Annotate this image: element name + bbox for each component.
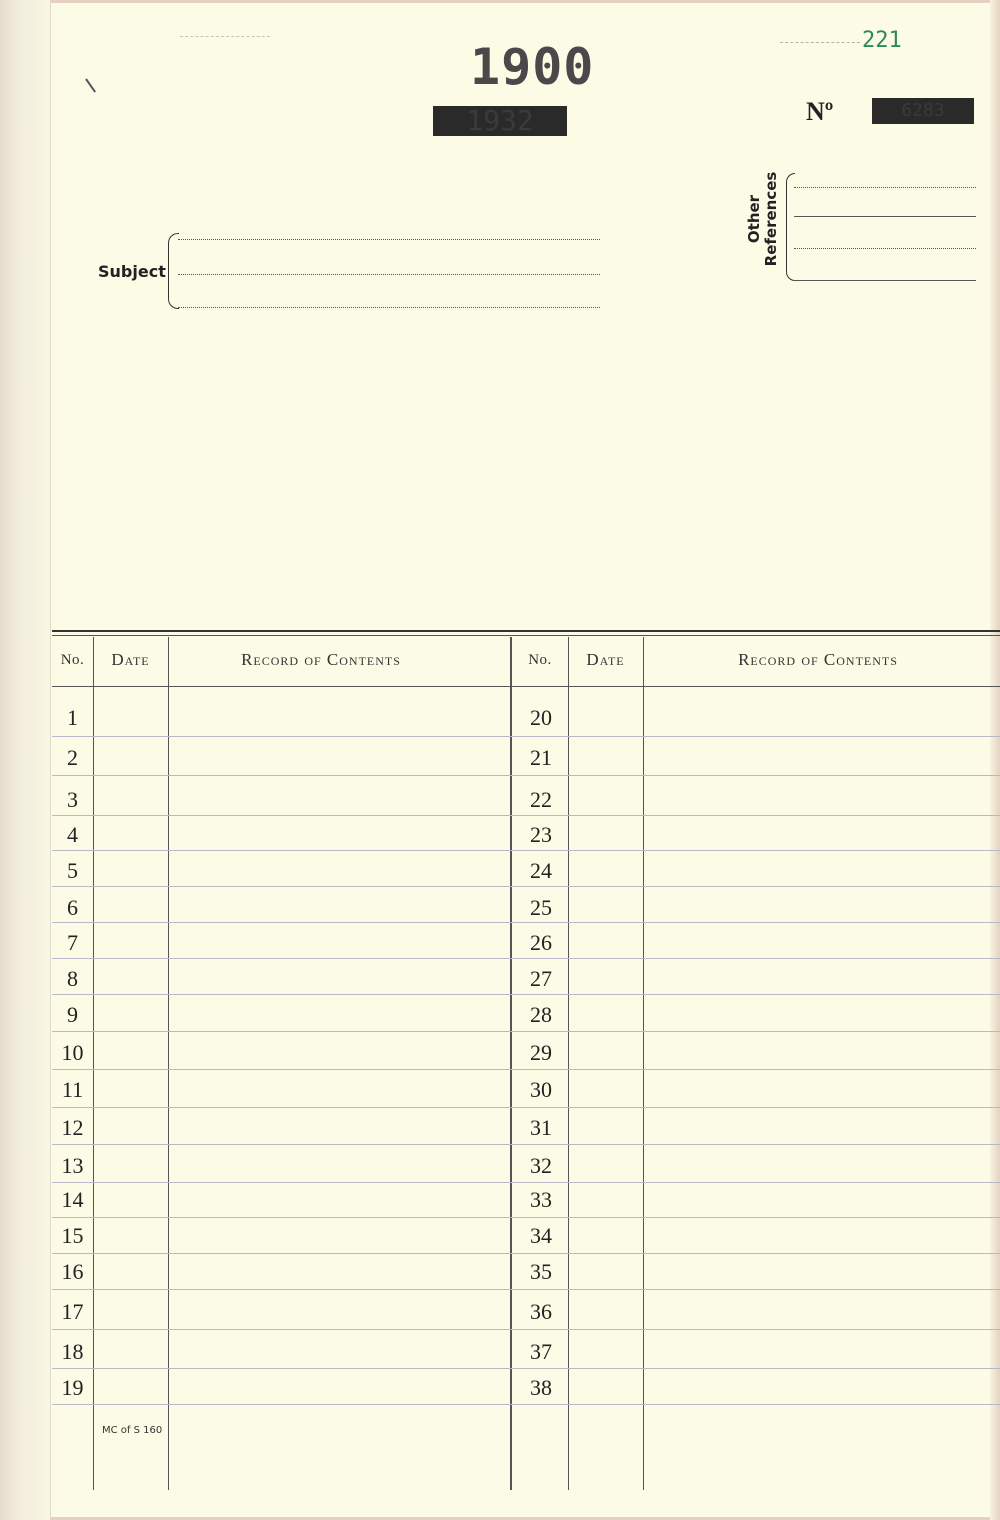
row-rule [52,850,1000,851]
right-no-header: No. [528,652,552,668]
row-rule [52,1217,1000,1218]
row-number-right: 35 [530,1259,552,1284]
row-rule [52,958,1000,959]
row-rule [52,815,1000,816]
table-top-rule-2 [52,635,1000,636]
row-number-left: 2 [67,745,78,770]
row-rule [52,736,1000,737]
row-number-left: 14 [61,1187,84,1212]
column-divider [93,637,94,1490]
row-number-right: 28 [530,1002,552,1027]
subject-label: Subject [98,262,166,281]
row-rule [52,1329,1000,1330]
row-rule [52,1144,1000,1145]
references-bracket [786,173,795,281]
row-number-right: 30 [530,1077,552,1102]
row-number-left: 7 [67,930,78,955]
row-number-right: 23 [530,822,552,847]
row-number-right: 27 [530,966,552,991]
left-contents-header: Record of Contents [241,650,401,669]
reference-line-2[interactable] [794,216,976,217]
row-number-left: 5 [67,858,78,883]
row-rule [52,1107,1000,1108]
row-number-left: 13 [61,1153,84,1178]
row-number-right: 36 [530,1299,552,1324]
row-number-left: 19 [61,1375,84,1400]
column-divider [643,637,644,1490]
reference-line-1[interactable] [794,187,976,188]
row-number-right: 24 [530,858,552,883]
right-date-header: Date [586,650,625,669]
table-top-rule [52,630,1000,632]
binding-strip [0,0,51,1520]
row-number-right: 29 [530,1040,552,1065]
row-number-right: 20 [530,705,552,730]
row-number-right: 21 [530,745,552,770]
number-label: Nº [806,97,834,126]
row-rule [52,1253,1000,1254]
row-rule [52,1069,1000,1070]
right-contents-header: Record of Contents [738,650,898,669]
row-rule [52,886,1000,887]
header-bottom-rule [52,686,1000,687]
row-rule [52,1031,1000,1032]
row-rule [52,775,1000,776]
row-number-left: 4 [67,822,78,847]
row-number-left: 17 [61,1299,84,1324]
year-stamp: 1900 [470,38,595,96]
subject-line-1[interactable] [178,239,600,240]
corner-number: 221 [862,28,902,53]
other-references-line-2: References [762,171,780,267]
subject-line-3[interactable] [178,307,600,308]
row-number-right: 32 [530,1153,552,1178]
row-number-left: 15 [61,1223,84,1248]
row-number-left: 12 [61,1115,84,1140]
reference-line-4[interactable] [794,280,976,281]
form-code: MC of S 160 [102,1425,163,1436]
pencil-tick-mark [85,78,96,92]
row-number-left: 8 [67,966,78,991]
row-number-right: 33 [530,1187,552,1212]
column-divider [168,637,169,1490]
row-rule [52,1404,1000,1405]
row-number-right: 31 [530,1115,552,1140]
row-number-right: 26 [530,930,552,955]
subject-line-2[interactable] [178,274,600,275]
row-number-right: 37 [530,1339,552,1364]
row-rule [52,1182,1000,1183]
row-rule [52,994,1000,995]
row-rule [52,1368,1000,1369]
row-number-right: 34 [530,1223,552,1248]
row-number-left: 10 [61,1040,84,1065]
corner-dash [780,42,860,43]
row-number-left: 11 [61,1077,84,1102]
row-number-right: 38 [530,1375,552,1400]
row-number-left: 6 [67,895,78,920]
row-number-right: 25 [530,895,552,920]
redacted-number: 6283 [872,98,974,124]
reference-line-3[interactable] [794,248,976,249]
page-edge [990,0,1000,1520]
left-no-header: No. [60,652,85,668]
row-number-right: 22 [530,787,552,812]
other-references-line-1: Other [745,194,763,244]
row-rule [52,922,1000,923]
row-number-left: 1 [67,705,78,730]
redacted-year: 1932 [433,106,567,136]
row-number-left: 3 [67,787,78,812]
subject-bracket [168,233,179,309]
row-number-left: 18 [61,1339,84,1364]
faint-mark [180,36,270,37]
other-references-label [746,164,780,274]
row-rule [52,1289,1000,1290]
row-number-left: 16 [61,1259,84,1284]
left-date-header: Date [111,650,150,669]
row-number-left: 9 [67,1002,78,1027]
